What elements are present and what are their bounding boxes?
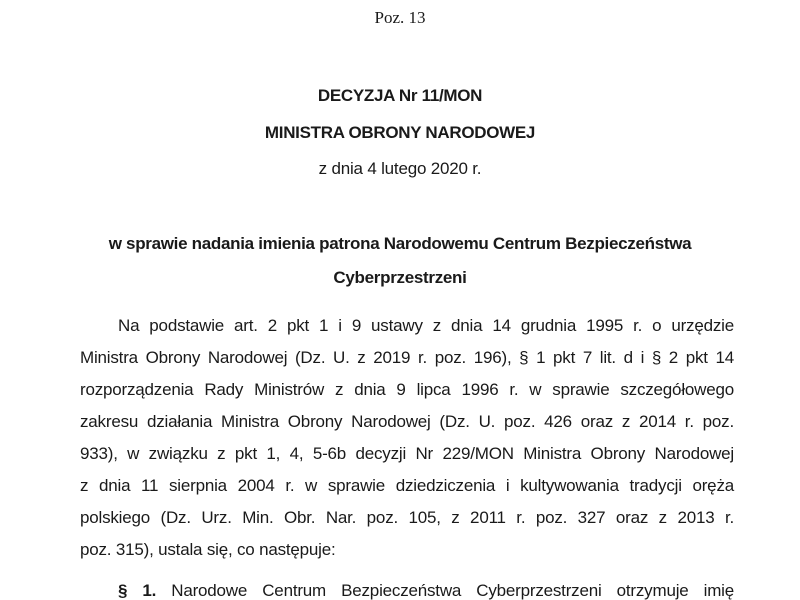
paragraph-line: polskiego (Dz. Urz. Min. Obr. Nar. poz. 105, z 2011 r. poz. 327 oraz z 2013 r. — [80, 508, 734, 527]
subject-line: w sprawie nadania imienia patrona Narodowemu Centrum Bezpieczeństwa — [108, 234, 692, 253]
paragraph-line: 933), w związku z pkt 1, 4, 5-6b decyzji Nr 229/MON Ministra Obrony Narodowej — [80, 444, 734, 463]
paragraph-line: rozporządzenia Rady Ministrów z dnia 9 lipca 1996 r. w sprawie szczegółowego — [80, 380, 734, 399]
paragraph-line: poz. 315), ustala się, co następuje: — [80, 540, 336, 559]
paragraph-line: z dnia 11 sierpnia 2004 r. w sprawie dziedziczenia i kultywowania tradycji oręża — [80, 476, 734, 495]
legal-basis-paragraph — [80, 310, 734, 566]
section-1-label: § 1. — [118, 581, 157, 600]
position-label: Poz. 13 — [374, 8, 426, 27]
subject-line: Cyberprzestrzeni — [333, 268, 467, 287]
paragraph-line: Na podstawie art. 2 pkt 1 i 9 ustawy z dnia 14 grudnia 1995 r. o urzędzie — [118, 316, 734, 335]
decision-date: z dnia 4 lutego 2020 r. — [318, 159, 482, 178]
minister-title: MINISTRA OBRONY NARODOWEJ — [264, 123, 536, 142]
paragraph-line: Ministra Obrony Narodowej (Dz. U. z 2019 r. poz. 196), § 1 pkt 7 lit. d i § 2 pkt 14 — [80, 348, 734, 367]
paragraph-line: zakresu działania Ministra Obrony Narodowej (Dz. U. poz. 426 oraz z 2014 r. poz. — [80, 412, 734, 431]
section-1-text: Narodowe Centrum Bezpieczeństwa Cyberprzestrzeni otrzymuje imię — [171, 581, 734, 600]
decision-number-title: DECYZJA Nr 11/MON — [317, 86, 483, 105]
section-1-paragraph — [80, 575, 734, 600]
decision-subject — [0, 227, 800, 295]
